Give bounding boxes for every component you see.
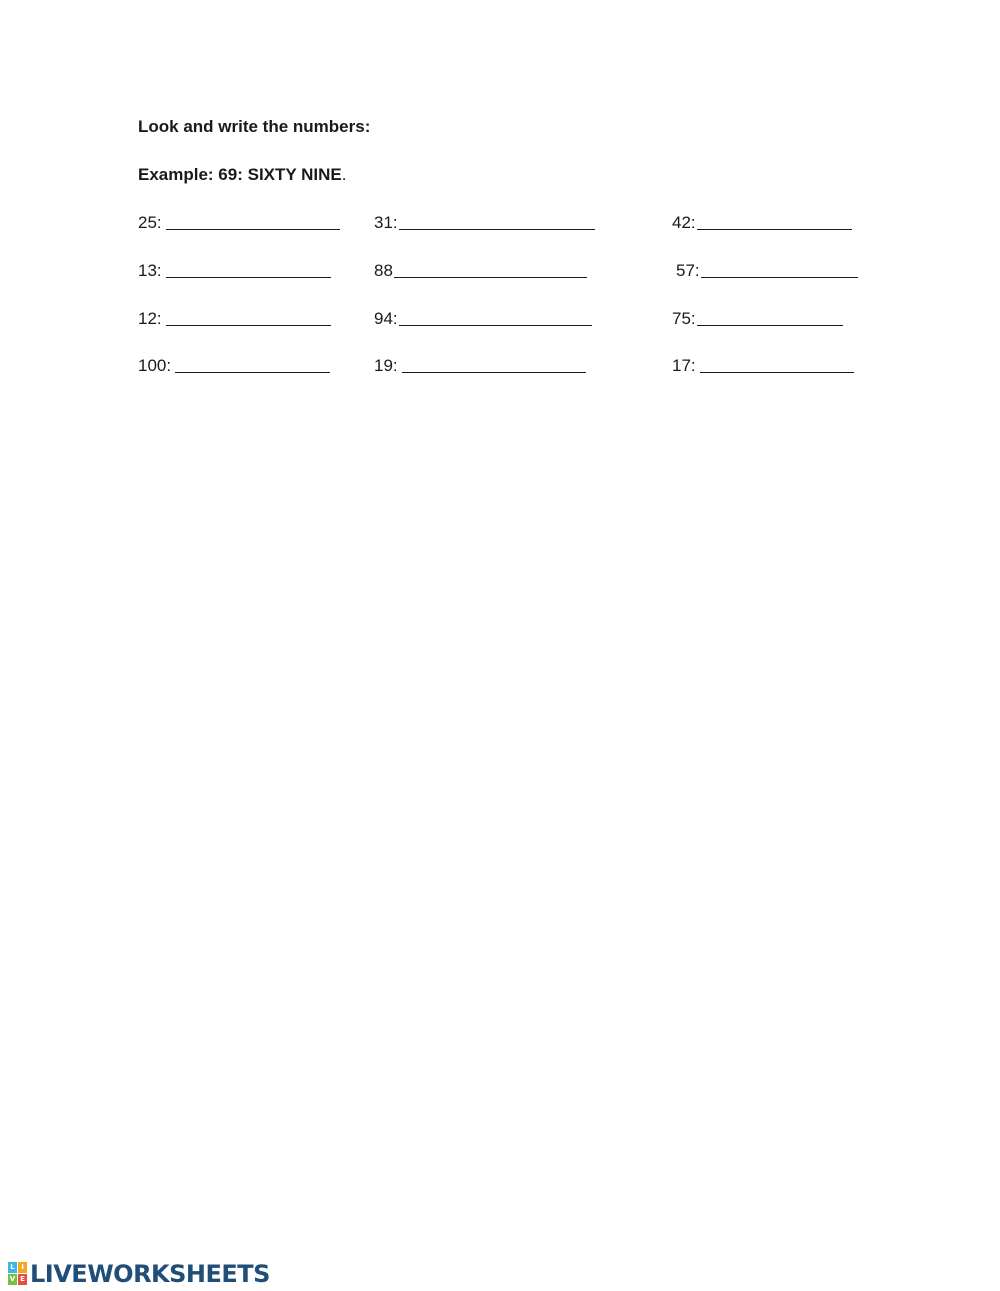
answer-blank[interactable]	[175, 371, 330, 373]
item-number-label: 13:	[138, 261, 162, 280]
answer-blank[interactable]	[697, 324, 843, 326]
item-number-label: 25:	[138, 213, 162, 232]
logo-mark-tile: I	[18, 1262, 27, 1273]
item-row1-col2	[374, 213, 595, 233]
item-row1-col3	[672, 213, 852, 233]
item-number-label: 12:	[138, 309, 162, 328]
answer-blank[interactable]	[700, 371, 854, 373]
answer-blank[interactable]	[166, 276, 331, 278]
answer-blank[interactable]	[697, 228, 852, 230]
item-number-label: 19:	[374, 356, 398, 375]
item-number-label: 17:	[672, 356, 696, 375]
answer-blank[interactable]	[399, 324, 592, 326]
item-number-label: 75:	[672, 309, 696, 328]
liveworksheets-logo[interactable]	[8, 1260, 270, 1288]
logo-mark-tile: V	[9, 1275, 16, 1283]
answer-blank[interactable]	[394, 276, 587, 278]
liveworksheets-mark-icon	[8, 1262, 28, 1286]
item-number-label: 42:	[672, 213, 696, 232]
item-number-label: 88	[374, 261, 393, 280]
item-row4-col2	[374, 356, 586, 376]
item-number-label: 57:	[676, 261, 700, 280]
item-row1-col1	[138, 213, 340, 233]
logo-mark-tile: L	[8, 1262, 17, 1273]
item-row2-col3	[676, 261, 858, 281]
answer-blank[interactable]	[166, 324, 331, 326]
logo-wordmark: LIVEWORKSHEETS	[30, 1260, 270, 1288]
answer-blank[interactable]	[166, 228, 340, 230]
item-number-label: 31:	[374, 213, 398, 232]
item-row3-col3	[672, 309, 843, 329]
answer-blank[interactable]	[701, 276, 858, 278]
item-number-label: 100:	[138, 356, 172, 375]
item-number-label: 94:	[374, 309, 398, 328]
item-row3-col1	[138, 309, 331, 329]
example-line	[138, 165, 347, 185]
instruction-heading: Look and write the numbers:	[138, 117, 371, 136]
item-row4-col3	[672, 356, 854, 376]
logo-mark-tile: E	[18, 1274, 27, 1285]
item-row3-col2	[374, 309, 592, 329]
item-row2-col2	[374, 261, 587, 281]
item-row2-col1	[138, 261, 331, 281]
answer-blank[interactable]	[399, 228, 595, 230]
example-period: .	[341, 165, 347, 184]
example-text: Example: 69: SIXTY NINE	[138, 165, 342, 184]
item-row4-col1	[138, 356, 330, 376]
answer-blank[interactable]	[402, 371, 586, 373]
